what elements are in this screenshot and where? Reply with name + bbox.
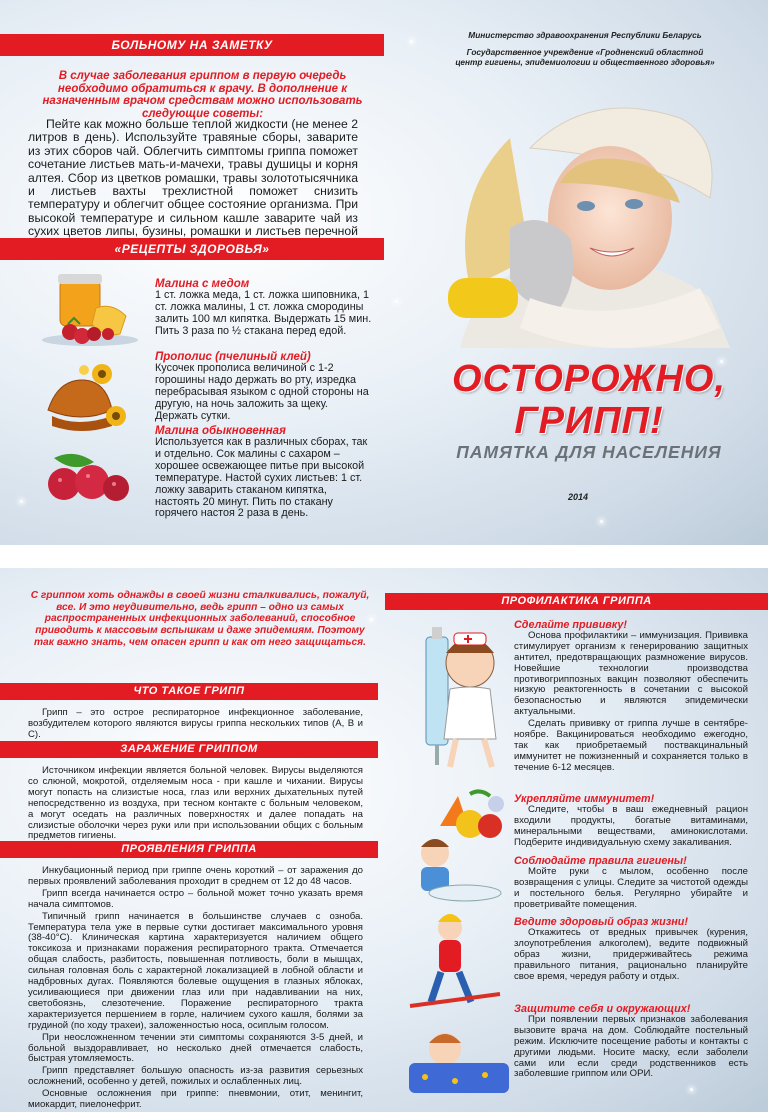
recipe-3	[155, 425, 373, 520]
child-washing-hands-illustration	[405, 833, 505, 905]
snowflake	[410, 40, 413, 43]
sick-child-in-bed-illustration	[405, 1023, 513, 1103]
snowflake	[690, 1088, 693, 1091]
main-title	[410, 358, 768, 442]
snowflake	[395, 300, 398, 303]
raspberry-image	[34, 448, 134, 508]
note-intro: В случае заболевания гриппом в первую очередь необходимо обратиться к врачу. В дополнение к назначенным врачом средствам можно использовать следующие советы:	[42, 70, 363, 120]
propolis-image	[38, 358, 133, 438]
subtitle: ПАМЯТКА ДЛЯ НАСЕЛЕНИЯ	[456, 442, 722, 462]
prevention-title: Сделайте прививку!	[514, 619, 628, 631]
nurse-with-syringe-illustration	[398, 623, 510, 773]
recipe-2	[155, 351, 373, 423]
woman-in-winter-hat-photo	[410, 88, 768, 348]
recipe-title: Малина с медом	[155, 278, 250, 290]
prevention-title: Соблюдайте правила гигиены!	[514, 855, 687, 867]
snowflake	[600, 520, 603, 523]
symptoms-header: ПРОЯВЛЕНИЯ ГРИППА	[0, 841, 378, 858]
prevention-header: ПРОФИЛАКТИКА ГРИППА	[385, 593, 768, 610]
prevention-vaccine: Сделайте прививку! Основа профилактики – иммунизация. Прививка стимулирует организм к генерированию защитных антител, предотвращающих размножение вирусов. Новейшие технологии производства противогриппозных вакцин позволяют обеспечить низкую реактогенность в сочетании с высокой безопасностью и являются эпидемически актуальными. Сделать прививку от гриппа лучше в сентябре-ноябре. Вакцинироваться необходимо ежегодно, так как приобретаемый поствакцинальный иммунитет не пожизненный и сохраняется только в течение 6-12 месяцев.	[514, 619, 748, 773]
publisher-block	[440, 30, 730, 67]
prevention-hygiene: Соблюдайте правила гигиены! Мойте руки с мылом, особенно после возвращения с улицы. Следите за чистотой одежды и постельного белья. Регулярно убирайте и проветривайте помещения.	[514, 855, 748, 910]
prevention-title: Ведите здоровый образ жизни!	[514, 916, 688, 928]
snowflake	[20, 500, 23, 503]
note-advice: Пейте как можно больше теплой жидкости (не менее 2 литров в день). Используйте травяные сборы, заварите из этих сборов чай. Облегчить симптомы гриппа поможет сочетание листьев мать-и-мачехи, травы душицы и корня алтея. Сбор из цветков ромашки, травы золототысячника и листьев вахты трехлистной поможет снизить температуру и облегчит общее состояние организма. При высокой температуре и сильном кашле заварите чай из сухих цветов липы, бузины, ромашки и листьев перечной	[28, 117, 358, 239]
front-panel	[0, 0, 768, 545]
institution-name: Государственное учреждение «Гродненский областной центр гигиены, эпидемиологии и общественного здоровья»	[455, 47, 715, 67]
intro-text: С гриппом хоть однажды в своей жизни сталкивались, пожалуй, все. И это неудивительно, ведь грипп – одно из самых распространенных инфекционных заболеваний, способное приводить к массовым вспышкам и даже эпидемиям. Поэтому так важно знать, чем опасен грипп и как от него защищаться.	[30, 590, 370, 648]
year: 2014	[567, 492, 589, 502]
prevention-lifestyle: Ведите здоровый образ жизни! Откажитесь от вредных привычек (курения, злоупотребления алкоголем), ведите подвижный образ жизни, придерживайтесь режима правильного питания, рационально планируйте свое время, чередуя работу и отдых.	[514, 916, 748, 982]
inside-panel	[0, 568, 768, 1112]
recipes-header: «РЕЦЕПТЫ ЗДОРОВЬЯ»	[0, 238, 384, 260]
recipe-title: Прополис (пчелиный клей)	[155, 351, 311, 363]
snowflake	[370, 618, 373, 621]
infection-header: ЗАРАЖЕНИЕ ГРИППОМ	[0, 741, 378, 758]
title-line-1: ОСТОРОЖНО,	[451, 358, 727, 400]
recipe-text: Кусочек прополиса величиной с 1-2 горошины надо держать во рту, изредка перебрасывая языком с одной стороны на другую, на ночь заложить за щеку. Держать сутки.	[155, 362, 369, 422]
symptoms-text: Инкубационный период при гриппе очень короткий – от заражения до первых проявлений заболевания проходит в среднем от 12 до 48 часов. Грипп всегда начинается остро – больной может точно указать время начала симптомов. Типичный грипп начинается в большинстве случаев с озноба. Температура тела уже в первые сутки достигает максимального уровня (38-40°С). Клиническая картина характеризуется наличием общего токсикоза и признаками поражения респираторного тракта. Отмечается общая слабость, разбитость, повышенная потливость, боли в мышцах, сильная головная боль с характерной локализацией в лобной области и надбровных дугах. Появляются болевые ощущения в глазных яблоках, усиливающиеся при движении глаз или при надавливании на них, светобоязнь, слезотечение. Поражение респираторного тракта характеризуется першением в горле, наличием сухого кашля, болями за грудиной (по ходу трахеи), заложенностью носа, осиплым голосом. При неосложненном течении эти симптомы сохраняются 3-5 дней, и больной выздоравливает, но несколько дней отмечается слабость, быстрая утомляемость. Грипп представляет большую опасность из-за развития серьезных осложнений, особенно у детей, пожилых и ослабленных лиц. Основные осложнения при гриппе: пневмонии, отит, менингит, миокардит, пиелонефрит.	[28, 865, 363, 1111]
honey-raspberry-image	[38, 268, 143, 348]
what-is-flu-header: ЧТО ТАКОЕ ГРИПП	[0, 683, 378, 700]
prevention-title: Защитите себя и окружающих!	[514, 1003, 691, 1015]
recipe-text: Используется как в различных сборах, так и отдельно. Сок малины с сахаром – хорошее освежающее питье при высокой температуре. Настой сухих листьев: 1 ст. ложку заварить стаканом кипятка, настоять 20 минут. Пить по стакану горячего настоя 2 раза в день.	[155, 436, 368, 520]
prevention-title: Укрепляйте иммунитет!	[514, 793, 655, 805]
recipe-text: 1 ст. ложка меда, 1 ст. ложка шиповника, 1 ст. ложка малины, 1 ст. ложка смородины залить 100 мл кипятка. Выдержать 15 мин. Пить 3 раза по ½ стакана перед едой.	[155, 289, 372, 337]
ministry-name: Министерство здравоохранения Республики Беларусь	[468, 30, 702, 40]
prevention-immunity: Укрепляйте иммунитет! Следите, чтобы в ваш ежедневный рацион входили продукты, богатые витаминами, минеральными веществами, аминокислотами. Подберите индивидуальную схему закаливания.	[514, 793, 748, 848]
child-skiing-illustration	[405, 908, 505, 1018]
recipe-1	[155, 278, 373, 338]
what-is-flu-text: Грипп – это острое респираторное инфекционное заболевание, возбудителем которого являются вирусы гриппа нескольких типов (А, В и С).	[28, 707, 363, 740]
note-header: БОЛЬНОМУ НА ЗАМЕТКУ	[0, 34, 384, 56]
recipe-title: Малина обыкновенная	[155, 425, 286, 437]
prevention-protect: Защитите себя и окружающих! При появлении первых признаков заболевания вызовите врача на дом. Соблюдайте постельный режим. Исключите посещение работы и контакты с другими людьми. Носите маску, если заболели сами или если среди родственников есть заболевшие гриппом или ОРИ.	[514, 1003, 748, 1080]
title-line-2: ГРИПП!	[514, 400, 664, 442]
infection-text: Источником инфекции является больной человек. Вирусы выделяются со слюной, мокротой, отделяемым носа - при кашле и чихании. Вирусы могут попасть на слизистые носа, глаз или верхних дыхательных путей непосредственно из воздуха, при тесном контакте с больным человеком, а могут оседать на различных поверхностях и далее попадать на слизистые оболочки через руки или при использовании общих с больным предметов гигиены.	[28, 765, 363, 842]
